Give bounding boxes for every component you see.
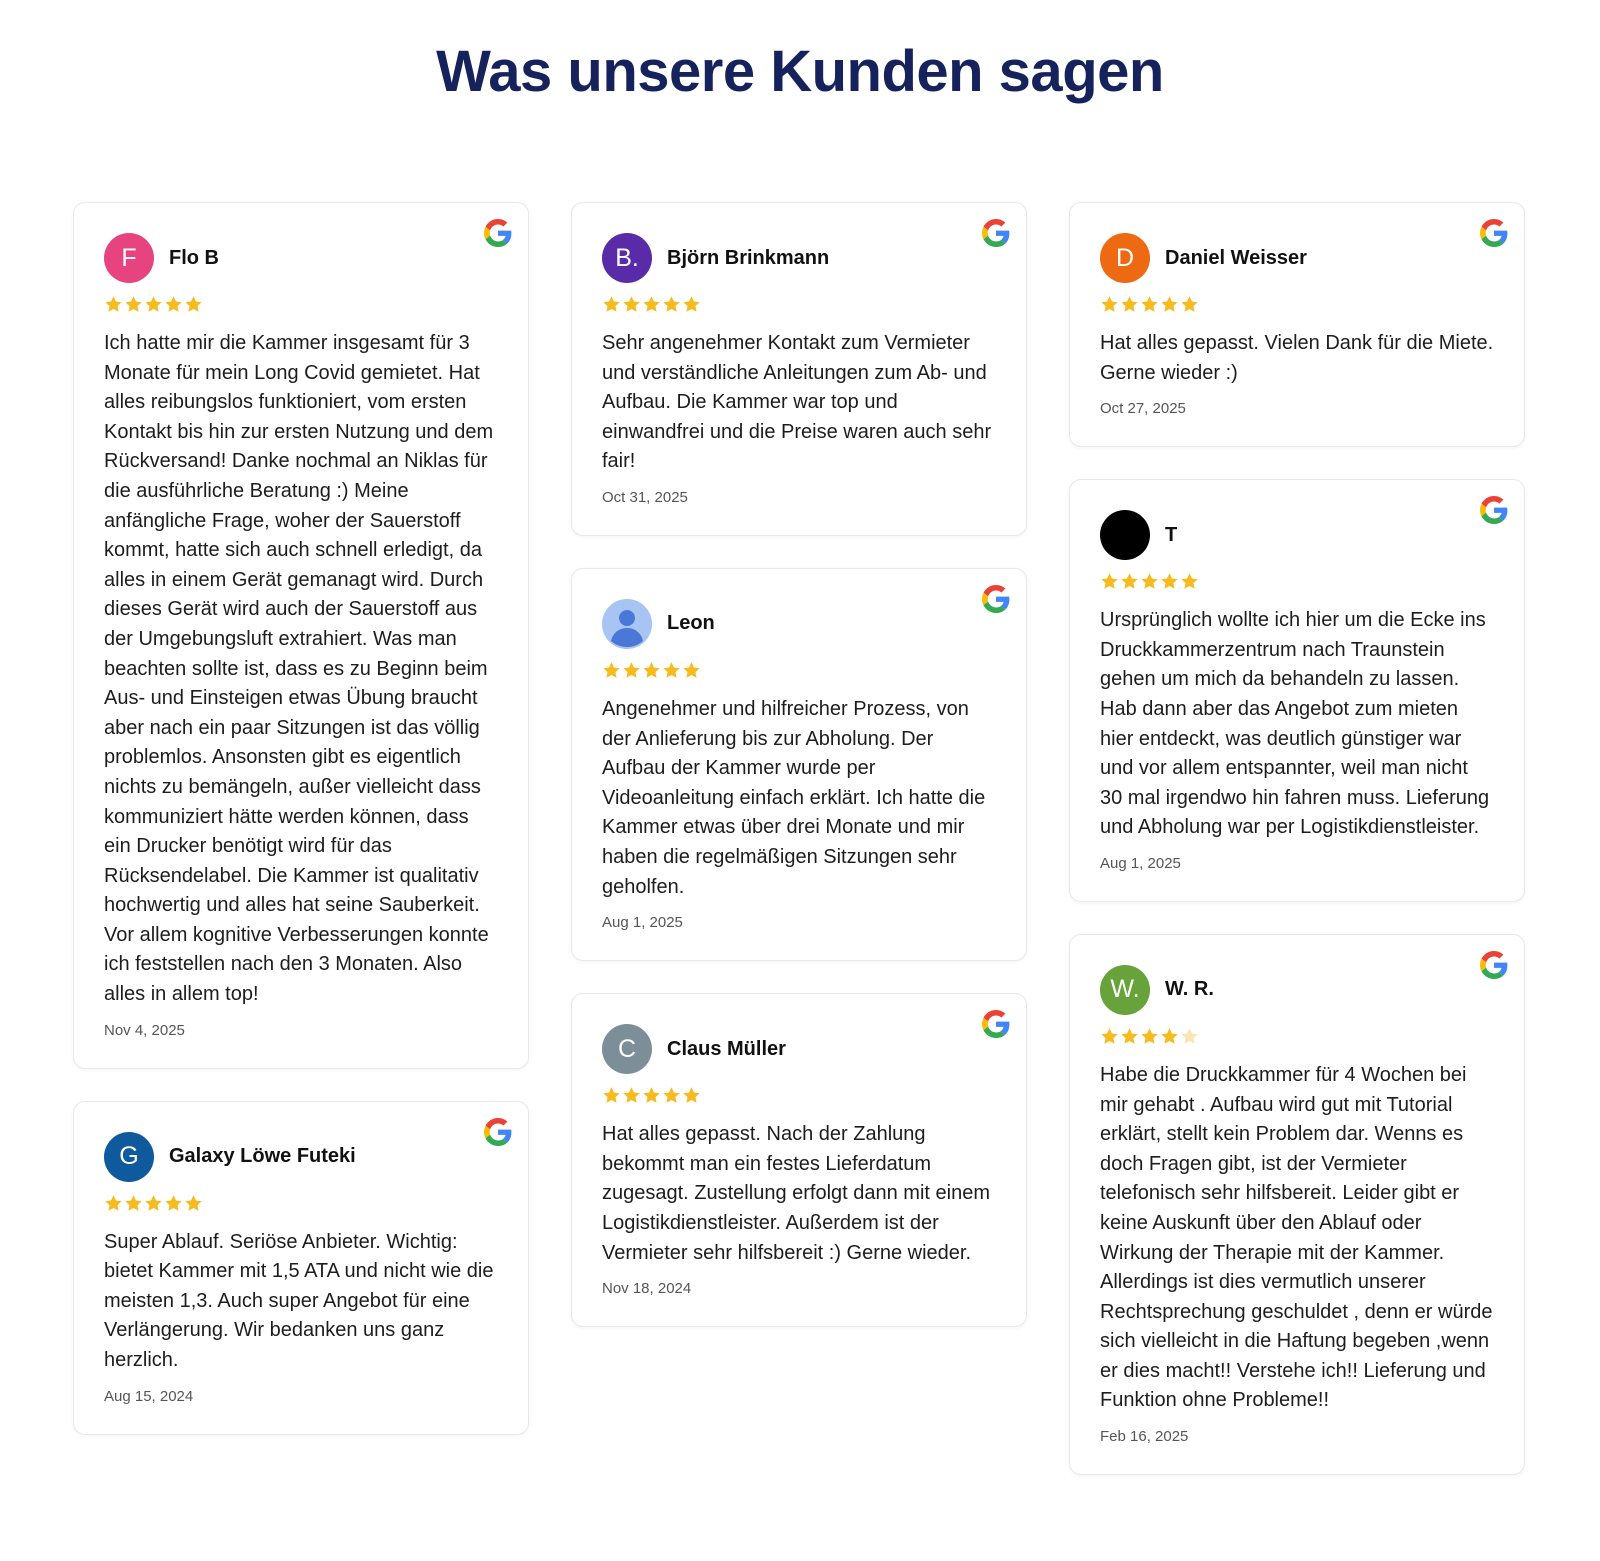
review-card — [571, 993, 1027, 1327]
avatar: D — [1100, 233, 1150, 283]
review-header — [602, 599, 996, 649]
star-icon — [1120, 572, 1139, 591]
star-icon — [1120, 1027, 1139, 1046]
review-text: Habe die Druckkammer für 4 Wochen bei mir gehabt . Aufbau wird gut mit Tutorial erklärt, stellt kein Problem dar. Wenns es doch Fragen gibt, ist der Vermieter telefonisch sehr hilfsbereit. Leider gibt er keine Auskunft über den Ablauf oder Wirkung der Therapie mit der Kammer. Allerdings ist dies vermutlich unserer Rechtsprechung geschuldet , denn er würde sich vielleicht in die Haftung begeben ,wenn er dies macht!! Verstehe ich!! Lieferung und Funktion ohne Probleme!! — [1100, 1063, 1493, 1412]
avatar: B. — [602, 233, 652, 283]
star-icon — [1140, 295, 1159, 314]
star-icon — [1160, 295, 1179, 314]
star-icon — [1120, 295, 1139, 314]
star-icon — [144, 1194, 163, 1213]
star-icon — [642, 661, 661, 680]
star-icon — [622, 295, 641, 314]
star-rating — [1100, 295, 1494, 315]
review-card — [73, 202, 529, 1069]
review-date: Oct 27, 2025 — [1100, 400, 1186, 418]
google-logo-icon — [484, 219, 512, 247]
star-icon — [164, 1194, 183, 1213]
star-icon — [104, 1194, 123, 1213]
star-icon — [662, 661, 681, 680]
review-column — [73, 202, 529, 1467]
star-icon — [602, 661, 621, 680]
review-text: Hat alles gepasst. Nach der Zahlung bekommt man ein festes Lieferdatum zugesagt. Zustellung erfolgt dann mit einem Logistikdienstleister. Außerdem ist der Vermieter sehr hilfsbereit :) Gerne wieder. — [602, 1123, 990, 1264]
star-rating — [1100, 1027, 1494, 1047]
star-rating — [602, 295, 996, 315]
review-header — [602, 1024, 996, 1074]
review-header — [1100, 510, 1494, 560]
star-icon — [1180, 572, 1199, 591]
google-logo-icon — [982, 1010, 1010, 1038]
reviewer-name: T — [1165, 523, 1178, 546]
reviewer-name: Leon — [667, 612, 715, 635]
google-logo-icon — [982, 219, 1010, 247]
review-date: Feb 16, 2025 — [1100, 1428, 1189, 1446]
review-card — [1069, 479, 1525, 902]
star-icon — [1180, 1027, 1199, 1046]
reviewer-name: Björn Brinkmann — [667, 246, 830, 269]
star-icon — [642, 295, 661, 314]
review-date: Aug 1, 2025 — [602, 914, 683, 932]
star-icon — [662, 295, 681, 314]
star-icon — [1100, 1027, 1119, 1046]
star-icon — [1160, 572, 1179, 591]
star-rating — [104, 1194, 498, 1214]
star-icon — [1100, 295, 1119, 314]
reviewer-name: Flo B — [169, 246, 219, 269]
review-date: Aug 15, 2024 — [104, 1387, 194, 1405]
google-logo-icon — [1480, 951, 1508, 979]
star-icon — [144, 295, 163, 314]
review-text: Super Ablauf. Seriöse Anbieter. Wichtig: bietet Kammer mit 1,5 ATA und nicht wie die meisten 1,3. Auch super Angebot für eine Verlängerung. Wir bedanken uns ganz herzlich. — [104, 1230, 494, 1372]
star-icon — [124, 1194, 143, 1213]
review-text: Angenehmer und hilfreicher Prozess, von der Anlieferung bis zur Abholung. Der Aufbau der Kammer wurde per Videoanleitung einfach erklärt. Ich hatte die Kammer etwas über drei Monate und mir haben die regelmäßigen Sitzungen sehr geholfen. — [602, 697, 986, 898]
google-logo-icon — [982, 585, 1010, 613]
star-rating — [602, 661, 996, 681]
star-icon — [682, 661, 701, 680]
review-text: Ursprünglich wollte ich hier um die Ecke ins Druckkammerzentrum nach Traunstein gehen um mich da behandeln zu lassen. Hab dann aber das Angebot zum mieten hier entdeckt, was deutlich günstiger war und vor allem entspannter, weil man nicht 30 mal irgendwo hin fahren muss. Lieferung und Abholung war per Logistikdienstleister. — [1100, 609, 1490, 839]
review-header — [104, 233, 498, 283]
star-rating — [602, 1086, 996, 1106]
reviewer-name: W. R. — [1165, 978, 1214, 1001]
star-rating — [1100, 572, 1494, 592]
review-header — [1100, 965, 1494, 1015]
review-text: Hat alles gepasst. Vielen Dank für die Miete. Gerne wieder :) — [1100, 332, 1494, 384]
star-icon — [622, 661, 641, 680]
review-card — [571, 202, 1027, 536]
avatar — [1100, 510, 1150, 560]
review-header — [602, 233, 996, 283]
page-title: Was unsere Kunden sagen — [436, 39, 1164, 104]
star-icon — [622, 1086, 641, 1105]
google-logo-icon — [484, 1118, 512, 1146]
star-icon — [642, 1086, 661, 1105]
review-date: Aug 1, 2025 — [1100, 854, 1181, 872]
star-icon — [1180, 295, 1199, 314]
star-rating — [104, 295, 498, 315]
star-icon — [1140, 572, 1159, 591]
avatar — [602, 599, 652, 649]
review-column — [571, 202, 1027, 1359]
review-card — [1069, 202, 1525, 447]
star-icon — [602, 1086, 621, 1105]
avatar: F — [104, 233, 154, 283]
review-date: Oct 31, 2025 — [602, 488, 688, 506]
review-date: Nov 4, 2025 — [104, 1021, 185, 1039]
review-card — [1069, 934, 1525, 1475]
star-icon — [662, 1086, 681, 1105]
review-header — [104, 1132, 498, 1182]
avatar: W. — [1100, 965, 1150, 1015]
reviewer-name: Daniel Weisser — [1165, 246, 1307, 269]
star-icon — [1140, 1027, 1159, 1046]
star-icon — [682, 295, 701, 314]
avatar: C — [602, 1024, 652, 1074]
google-logo-icon — [1480, 219, 1508, 247]
reviewer-name: Claus Müller — [667, 1037, 786, 1060]
star-icon — [602, 295, 621, 314]
star-icon — [1160, 1027, 1179, 1046]
person-icon — [602, 599, 652, 649]
review-card — [73, 1101, 529, 1435]
reviewer-name: Galaxy Löwe Futeki — [169, 1145, 356, 1168]
star-icon — [164, 295, 183, 314]
star-icon — [682, 1086, 701, 1105]
star-icon — [104, 295, 123, 314]
review-card — [571, 568, 1027, 961]
review-column — [1069, 202, 1525, 1507]
star-icon — [184, 1194, 203, 1213]
review-text: Ich hatte mir die Kammer insgesamt für 3 Monate für mein Long Covid gemietet. Hat alles reibungslos funktioniert, vom ersten Kontakt bis hin zur ersten Nutzung und dem Rückversand! Danke nochmal an Niklas für die ausführliche Beratung :) Meine anfängliche Frage, woher der Sauerstoff kommt, hatte sich auch schnell erledigt, da alles in einem Gerät gemanagt wird. Durch dieses Gerät wird auch der Sauerstoff aus der Umgebungsluft extrahiert. Was man beachten sollte ist, dass es zu Beginn beim Aus- und Einsteigen etwas Übung braucht aber nach ein paar Sitzungen ist das völlig problemlos. Ansonsten gibt es eigentlich nichts zu bemängeln, außer vielleicht dass kommuniziert hätte werden können, dass ein Drucker benötigt wird für das Rücksendelabel. Die Kammer ist qualitativ hochwertig und alles hat seine Sauberkeit. Vor allem kognitive Verbesserungen konnte ich feststellen nach den 3 Monaten. Also alles in allem top! — [104, 332, 494, 1006]
avatar: G — [104, 1132, 154, 1182]
review-header — [1100, 233, 1494, 283]
review-date: Nov 18, 2024 — [602, 1280, 692, 1298]
google-logo-icon — [1480, 496, 1508, 524]
review-text: Sehr angenehmer Kontakt zum Vermieter und verständliche Anleitungen zum Ab- und Aufbau. Die Kammer war top und einwandfrei und die Preise waren auch sehr fair! — [602, 332, 992, 473]
star-icon — [124, 295, 143, 314]
star-icon — [184, 295, 203, 314]
star-icon — [1100, 572, 1119, 591]
